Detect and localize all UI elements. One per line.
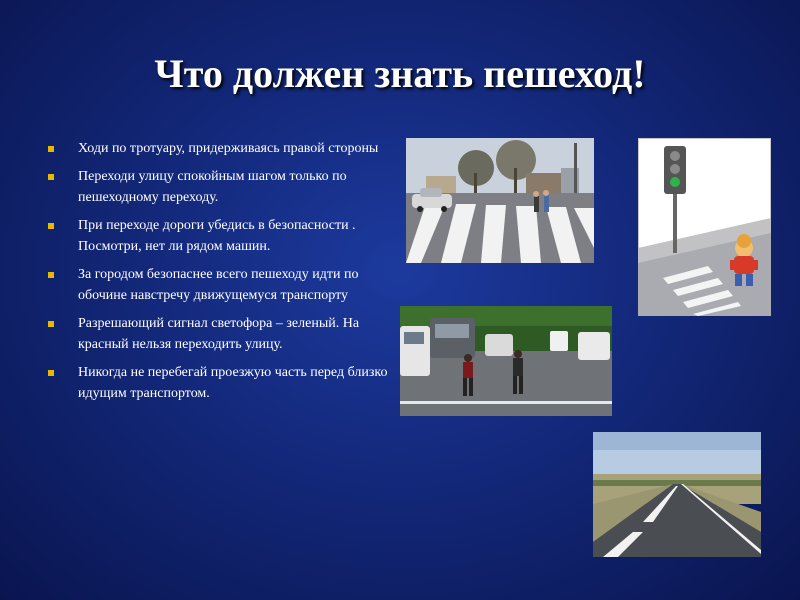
bullet-marker-icon xyxy=(48,321,54,327)
traffic-light-cartoon-image xyxy=(638,138,771,316)
bullet-list xyxy=(48,138,393,411)
country-road-photo xyxy=(593,432,761,557)
bullet-text: При переходе дороги убедись в безопасности . Посмотри, нет ли рядом машин. xyxy=(78,218,356,254)
children-crossing-road-photo xyxy=(400,306,612,416)
bullet-text: За городом безопаснее всего пешеходу идти по обочине навстречу движущемуся транспорту xyxy=(78,267,359,303)
crosswalk-street-photo xyxy=(406,138,594,263)
bullet-text: Переходи улицу спокойным шагом только по пешеходному переходу. xyxy=(78,169,347,205)
bullet-item xyxy=(48,138,393,159)
bullet-marker-icon xyxy=(48,174,54,180)
bullet-item xyxy=(48,362,393,404)
bullet-marker-icon xyxy=(48,146,54,152)
bullet-text: Разрешающий сигнал светофора – зеленый. На красный нельзя переходить улицу. xyxy=(78,316,360,352)
bullet-item xyxy=(48,166,393,208)
bullet-item xyxy=(48,264,393,306)
bullet-text: Ходи по тротуару, придерживаясь правой стороны xyxy=(78,141,379,156)
slide-title: Что должен знать пешеход! xyxy=(154,51,646,96)
bullet-item xyxy=(48,313,393,355)
bullet-text: Никогда не перебегай проезжую часть перед близко идущим транспортом. xyxy=(78,365,388,401)
bullet-item xyxy=(48,215,393,257)
bullet-marker-icon xyxy=(48,223,54,229)
bullet-marker-icon xyxy=(48,370,54,376)
bullet-marker-icon xyxy=(48,272,54,278)
